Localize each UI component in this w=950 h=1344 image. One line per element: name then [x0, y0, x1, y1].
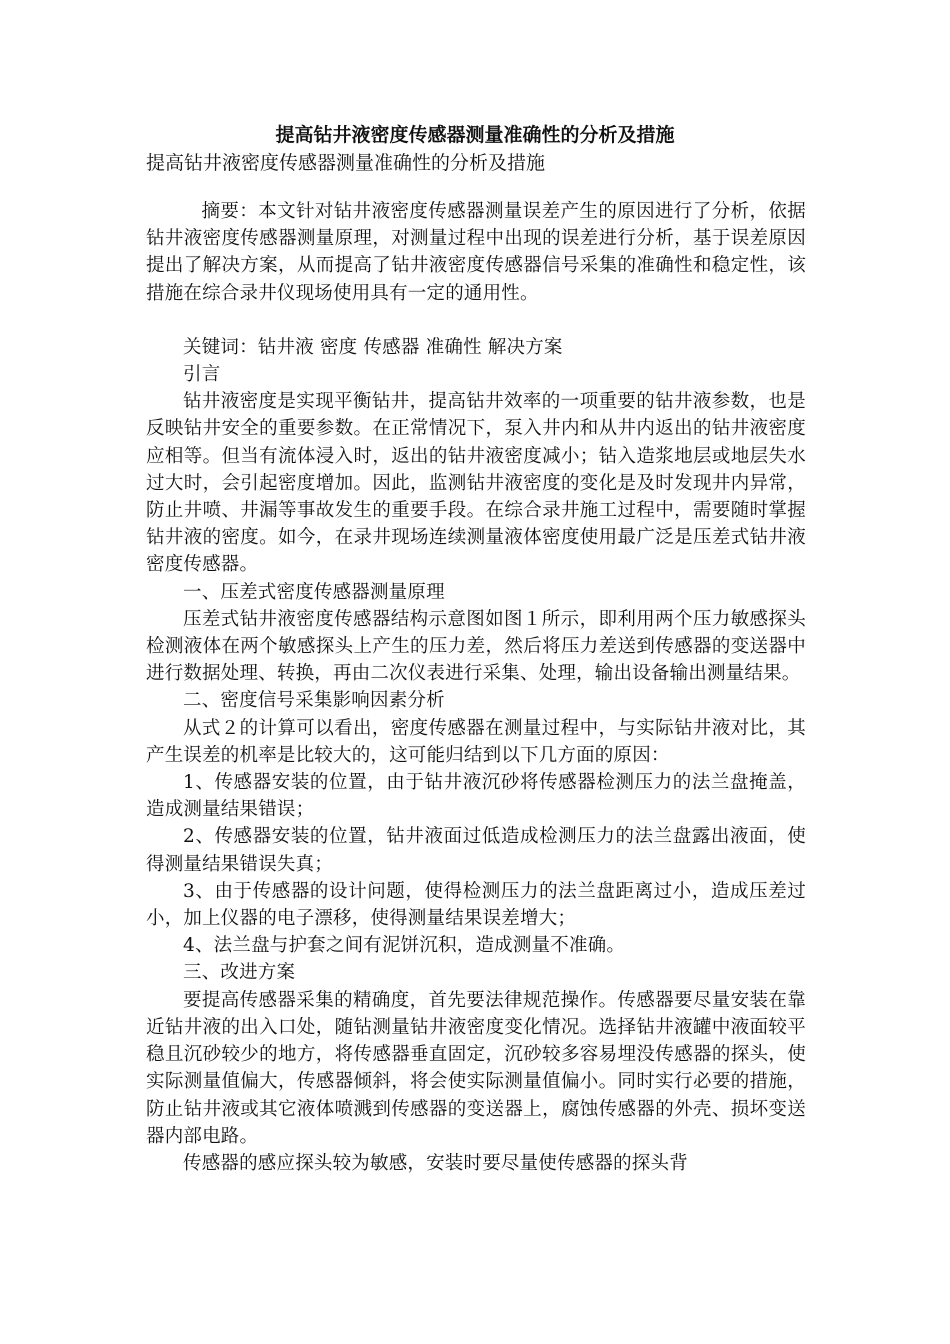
intro-heading: 引言 [183, 364, 221, 386]
section3-paragraph: 要提高传感器采集的精确度，首先要法律规范操作。传感器要尽量安装在靠近钻井液的出入口处，随钻测量钻井液密度变化情况。选择钻井液罐中液面较平稳且沉砂较少的地方，将传感器垂直固定，沉砂较多容易埋没传感器的探头，使实际测量值偏大，传感器倾斜，将会使实际测量值偏小。同时实行必要的措施，防止钻井液或其它液体喷溅到传感器的变送器上，腐蚀传感器的外壳、损坏变送器内部电路。 [146, 989, 806, 1147]
keywords-line: 关键词：钻井液 密度 传感器 准确性 解决方案 [183, 336, 563, 358]
abstract-paragraph: 摘要：本文针对钻井液密度传感器测量误差产生的原因进行了分析，依据钻井液密度传感器测量原理，对测量过程中出现的误差进行分析，基于误差原因提出了解决方案，从而提高了钻井液密度传感器信号采集的准确性和稳定性，该措施在综合录井仪现场使用具有一定的通用性。 [146, 201, 806, 304]
intro-paragraph: 钻井液密度是实现平衡钻井，提高钻井效率的一项重要的钻井液参数，也是反映钻井安全的重要参数。在正常情况下，泵入井内和从井内返出的钻井液密度应相等。但当有流体浸入时，返出的钻井液密度减小；钻入造浆地层或地层失水过大时，会引起密度增加。因此，监测钻井液密度的变化是及时发现井内异常，防止井喷、井漏等事故发生的重要手段。在综合录井施工过程中，需要随时掌握钻井液的密度。如今，在录井现场连续测量液体密度使用最广泛是压差式钻井液密度传感器。 [146, 391, 806, 576]
last-paragraph: 传感器的感应探头较为敏感，安装时要尽量使传感器的探头背 [183, 1152, 688, 1174]
list-item-1: 1、传感器安装的位置，由于钻井液沉砂将传感器检测压力的法兰盘掩盖，造成测量结果错误； [146, 772, 806, 821]
section2-paragraph: 从式２的计算可以看出，密度传感器在测量过程中，与实际钻井液对比，其产生误差的机率是比较大的，这可能归结到以下几方面的原因： [146, 717, 806, 766]
list-item-2: 2、传感器安装的位置，钻井液面过低造成检测压力的法兰盘露出液面，使得测量结果错误失真； [146, 826, 806, 875]
section1-heading: 一、压差式密度传感器测量原理 [183, 581, 445, 603]
section3-heading: 三、改进方案 [183, 962, 296, 984]
document-subtitle: 提高钻井液密度传感器测量准确性的分析及措施 [146, 152, 546, 174]
section1-paragraph: 压差式钻井液密度传感器结构示意图如图１所示，即利用两个压力敏感探头检测液体在两个敏感探头上产生的压力差，然后将压力差送到传感器的变送器中进行数据处理、转换，再由二次仪表进行采集、处理，输出设备输出测量结果。 [146, 608, 806, 685]
document-body [146, 198, 806, 1177]
section2-heading: 二、密度信号采集影响因素分析 [183, 690, 445, 712]
list-item-3: 3、由于传感器的设计问题，使得检测压力的法兰盘距离过小，造成压差过小，加上仪器的电子漂移，使得测量结果误差增大； [146, 880, 806, 930]
document-title: 提高钻井液密度传感器测量准确性的分析及措施 [275, 125, 675, 146]
list-item-4: 4、法兰盘与护套之间有泥饼沉积，造成测量不准确。 [183, 935, 626, 957]
